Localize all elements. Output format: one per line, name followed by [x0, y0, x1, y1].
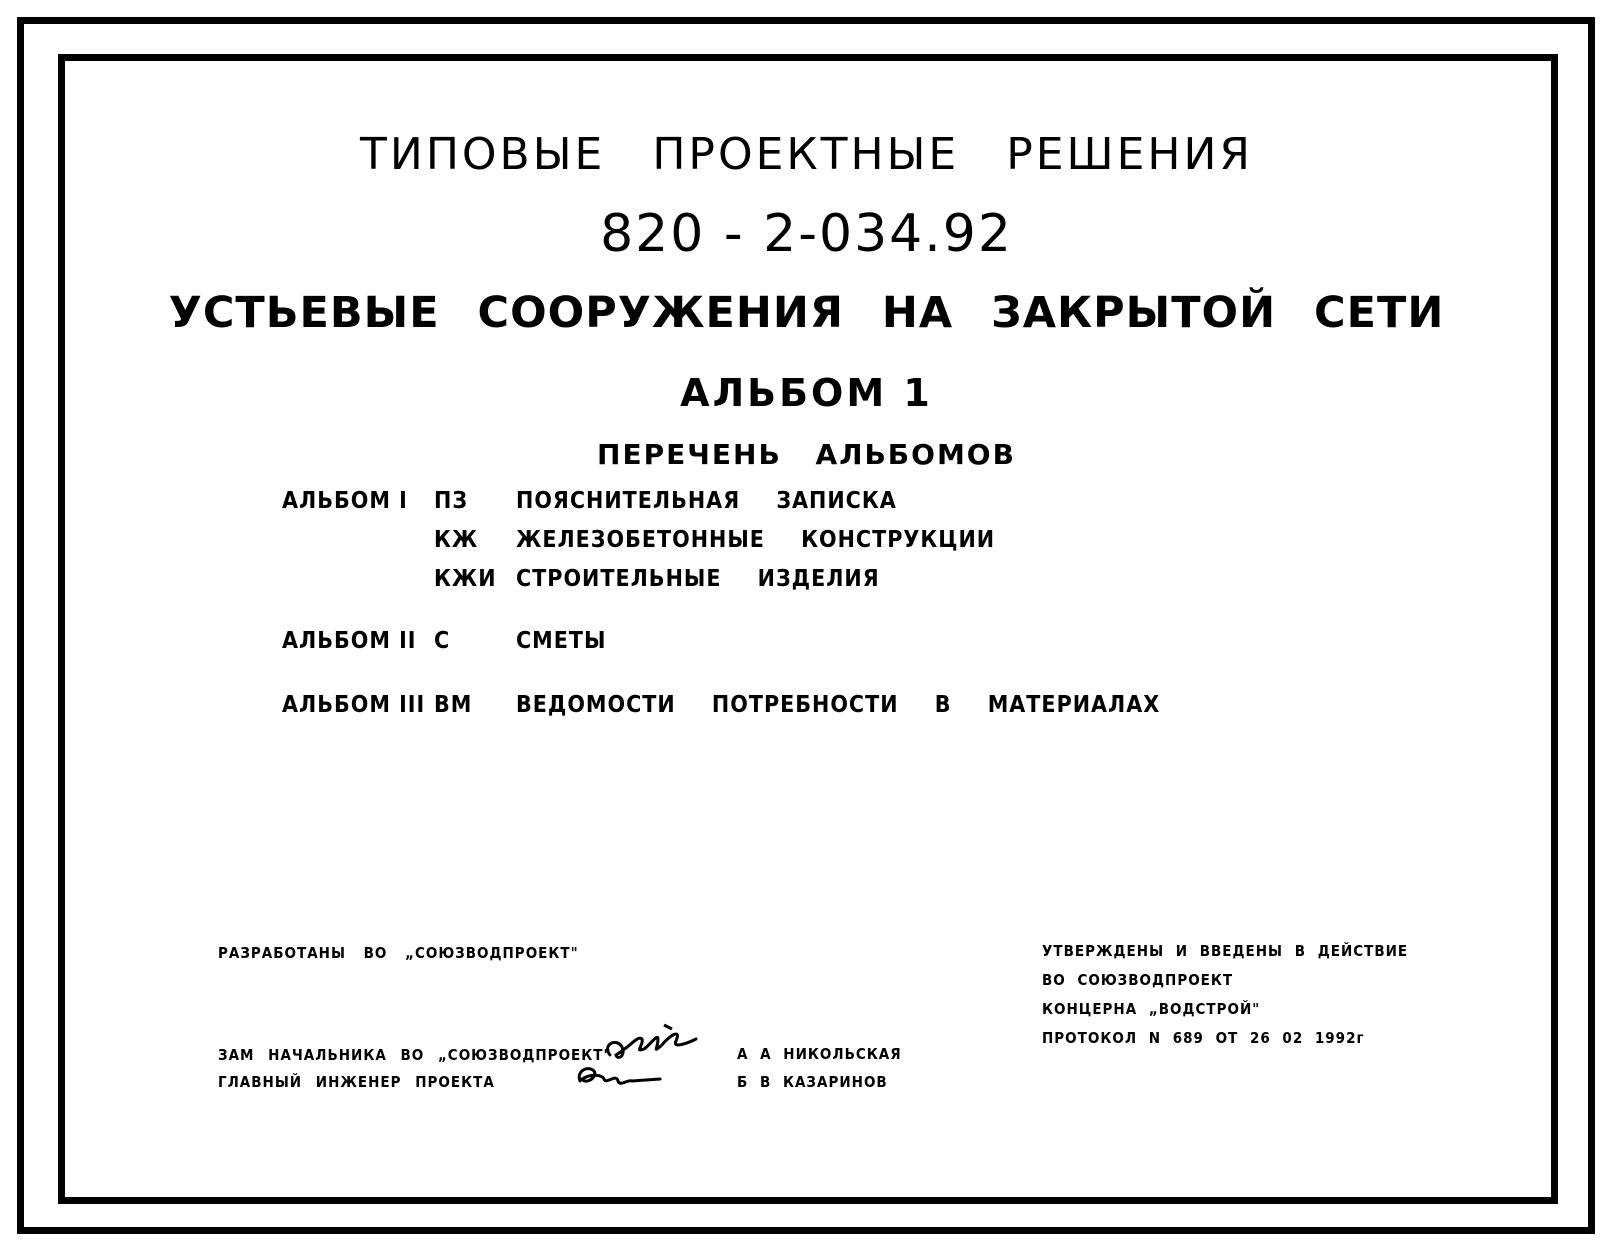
section-code: ПЗ	[434, 488, 469, 514]
album-label: АЛЬБОМ II	[282, 628, 417, 654]
section-description: ЖЕЛЕЗОБЕТОННЫЕ КОНСТРУКЦИИ	[516, 527, 996, 553]
section-code: С	[434, 628, 451, 654]
signatory-name: А А НИКОЛЬСКАЯ	[737, 1045, 902, 1063]
signatory-name: Б В КАЗАРИНОВ	[737, 1073, 888, 1091]
section-description: СМЕТЫ	[516, 628, 607, 654]
developed-by: РАЗРАБОТАНЫ ВО „СОЮЗВОДПРОЕКТ"	[218, 944, 579, 962]
section-description: ПОЯСНИТЕЛЬНАЯ ЗАПИСКА	[516, 488, 897, 514]
section-description: ВЕДОМОСТИ ПОТРЕБНОСТИ В МАТЕРИАЛАХ	[516, 692, 1161, 718]
album-label: АЛЬБОМ I	[282, 488, 408, 514]
album-number: АЛЬБОМ 1	[680, 371, 933, 415]
approval-line: ВО СОЮЗВОДПРОЕКТ	[1042, 971, 1234, 989]
project-subject: УСТЬЕВЫЕ СООРУЖЕНИЯ НА ЗАКРЫТОЙ СЕТИ	[168, 288, 1445, 338]
section-code: ВМ	[434, 692, 473, 718]
project-code: 820 - 2-034.92	[600, 204, 1013, 264]
approval-line: УТВЕРЖДЕНЫ И ВВЕДЕНЫ В ДЕЙСТВИЕ	[1042, 942, 1409, 960]
signatory-position: ЗАМ НАЧАЛЬНИКА ВО „СОЮЗВОДПРОЕКТ"	[218, 1046, 612, 1064]
approval-line: ПРОТОКОЛ N 689 ОТ 26 02 1992г	[1042, 1029, 1365, 1047]
album-list-heading: ПЕРЕЧЕНЬ АЛЬБОМОВ	[597, 438, 1016, 471]
section-code: КЖИ	[434, 566, 497, 592]
section-code: КЖ	[434, 527, 479, 553]
album-label: АЛЬБОМ III	[282, 692, 426, 718]
document-series-title: ТИПОВЫЕ ПРОЕКТНЫЕ РЕШЕНИЯ	[360, 129, 1253, 180]
handwritten-signatures-icon	[572, 1015, 722, 1095]
section-description: СТРОИТЕЛЬНЫЕ ИЗДЕЛИЯ	[516, 566, 880, 592]
approval-line: КОНЦЕРНА „ВОДСТРОЙ"	[1042, 1000, 1261, 1018]
signatory-position: ГЛАВНЫЙ ИНЖЕНЕР ПРОЕКТА	[218, 1073, 495, 1091]
